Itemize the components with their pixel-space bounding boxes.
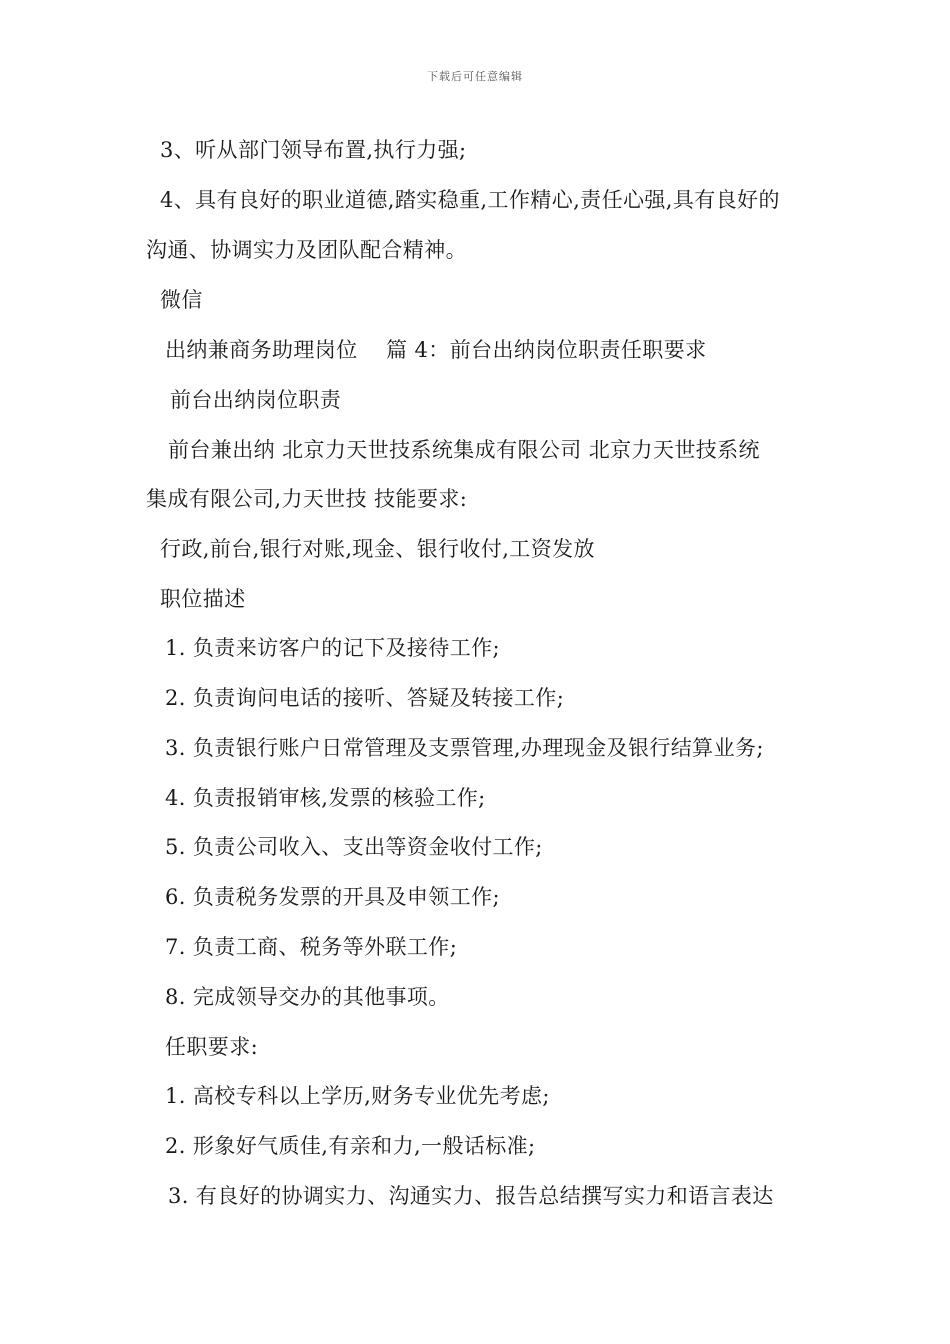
text-line-1: 3、听从部门领导布置,执行力强; — [160, 138, 467, 162]
text-line-4: 微信 — [160, 288, 203, 312]
text-line-14: 4. 负责报销审核,发票的核验工作; — [165, 786, 486, 810]
text-line-10: 职位描述 — [160, 587, 246, 611]
text-line-5: 出纳兼商务助理岗位 篇 4：前台出纳岗位职责任职要求 — [165, 338, 707, 362]
text-line-3: 沟通、协调实力及团队配合精神。 — [146, 238, 467, 262]
text-line-16: 6. 负责税务发票的开具及申领工作; — [165, 885, 500, 909]
text-line-19: 任职要求: — [165, 1035, 259, 1059]
text-line-6: 前台出纳岗位职责 — [170, 388, 342, 412]
text-line-8: 集成有限公司,力天世技 技能要求: — [146, 487, 468, 511]
text-line-21: 2. 形象好气质佳,有亲和力,一般话标准; — [165, 1134, 536, 1158]
text-line-17: 7. 负责工商、税务等外联工作; — [165, 935, 458, 959]
text-line-7: 前台兼出纳 北京力天世技系统集成有限公司 北京力天世技系统 — [168, 438, 760, 462]
text-line-13: 3. 负责银行账户日常管理及支票管理,办理现金及银行结算业务; — [165, 736, 764, 760]
text-line-15: 5. 负责公司收入、支出等资金收付工作; — [165, 835, 543, 859]
text-line-20: 1. 高校专科以上学历,财务专业优先考虑; — [165, 1084, 550, 1108]
text-line-9: 行政,前台,银行对账,现金、银行收付,工资发放 — [160, 537, 595, 561]
text-line-2: 4、具有良好的职业道德,踏实稳重,工作精心,责任心强,具有良好的 — [160, 188, 780, 212]
page-header: 下载后可任意编辑 — [427, 70, 523, 83]
text-line-22: 3. 有良好的协调实力、沟通实力、报告总结撰写实力和语言表达 — [168, 1184, 774, 1208]
text-line-11: 1. 负责来访客户的记下及接待工作; — [165, 636, 500, 660]
text-line-12: 2. 负责询问电话的接听、答疑及转接工作; — [165, 686, 565, 710]
text-line-18: 8. 完成领导交办的其他事项。 — [165, 985, 450, 1009]
